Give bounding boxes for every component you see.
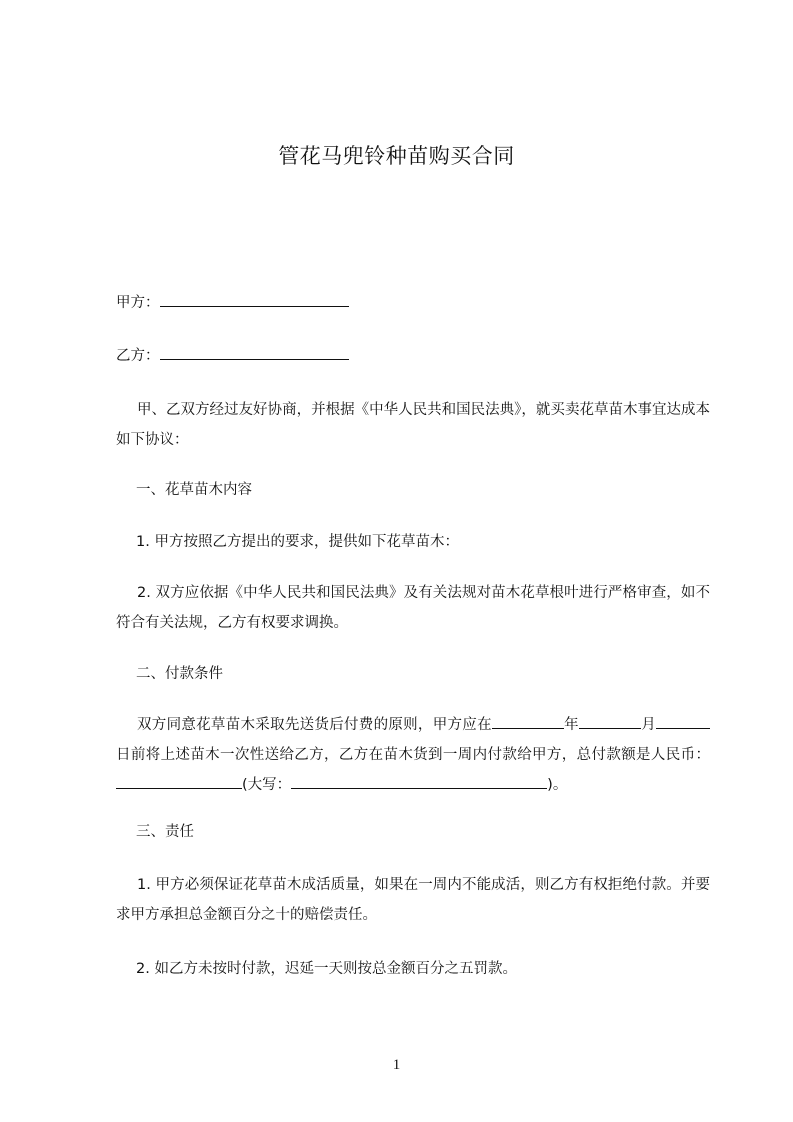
day-blank xyxy=(656,714,710,729)
party-b-blank xyxy=(160,345,349,360)
section3-item1: 1. 甲方必须保证花草苗木成活质量，如果在一周内不能成活，则乙方有权拒绝付款。并要求甲方承担总金额百分之十的赔偿责任。 xyxy=(116,877,710,923)
section3-item2: 2. 如乙方未按时付款，迟延一天则按总金额百分之五罚款。 xyxy=(136,961,517,977)
section1-heading: 一、花草苗木内容 xyxy=(136,482,252,498)
daxie-close: )。 xyxy=(547,777,568,793)
party-a-line xyxy=(116,292,706,312)
section2-paragraph xyxy=(116,710,710,800)
party-a-blank xyxy=(160,292,349,307)
section2-text-part2: 日前将上述苗木一次性送给乙方，乙方在苗木货到一周内付款给甲方，总付款额是人民币： xyxy=(116,747,710,763)
section1-item2: 2. 双方应依据《中华人民共和国民法典》及有关法规对苗木花草根叶进行严格审查，如不符合有关法规，乙方有权要求调换。 xyxy=(116,585,710,631)
section2-text-part1: 双方同意花草苗木采取先送货后付费的原则，甲方应在 xyxy=(137,717,492,733)
document-title: 管花马兜铃种苗购买合同 xyxy=(278,144,515,168)
month-label: 月 xyxy=(640,717,657,733)
section3-heading: 三、责任 xyxy=(136,824,194,840)
party-b-label: 乙方： xyxy=(116,348,160,364)
section2-heading: 二、付款条件 xyxy=(136,666,223,682)
page-number: 1 xyxy=(392,1057,401,1073)
month-blank xyxy=(579,714,641,729)
amount-blank xyxy=(116,774,242,789)
daxie-blank xyxy=(291,774,547,789)
daxie-open: (大写： xyxy=(242,777,292,793)
preamble-paragraph: 甲、乙双方经过友好协商，并根据《中华人民共和国民法典》，就买卖花草苗木事宜达成本如下协议： xyxy=(116,402,710,448)
year-blank xyxy=(492,714,564,729)
party-b-line xyxy=(116,345,706,365)
section1-item1: 1. 甲方按照乙方提出的要求，提供如下花草苗木： xyxy=(136,534,459,550)
party-a-label: 甲方： xyxy=(116,295,160,311)
year-label: 年 xyxy=(563,717,579,733)
